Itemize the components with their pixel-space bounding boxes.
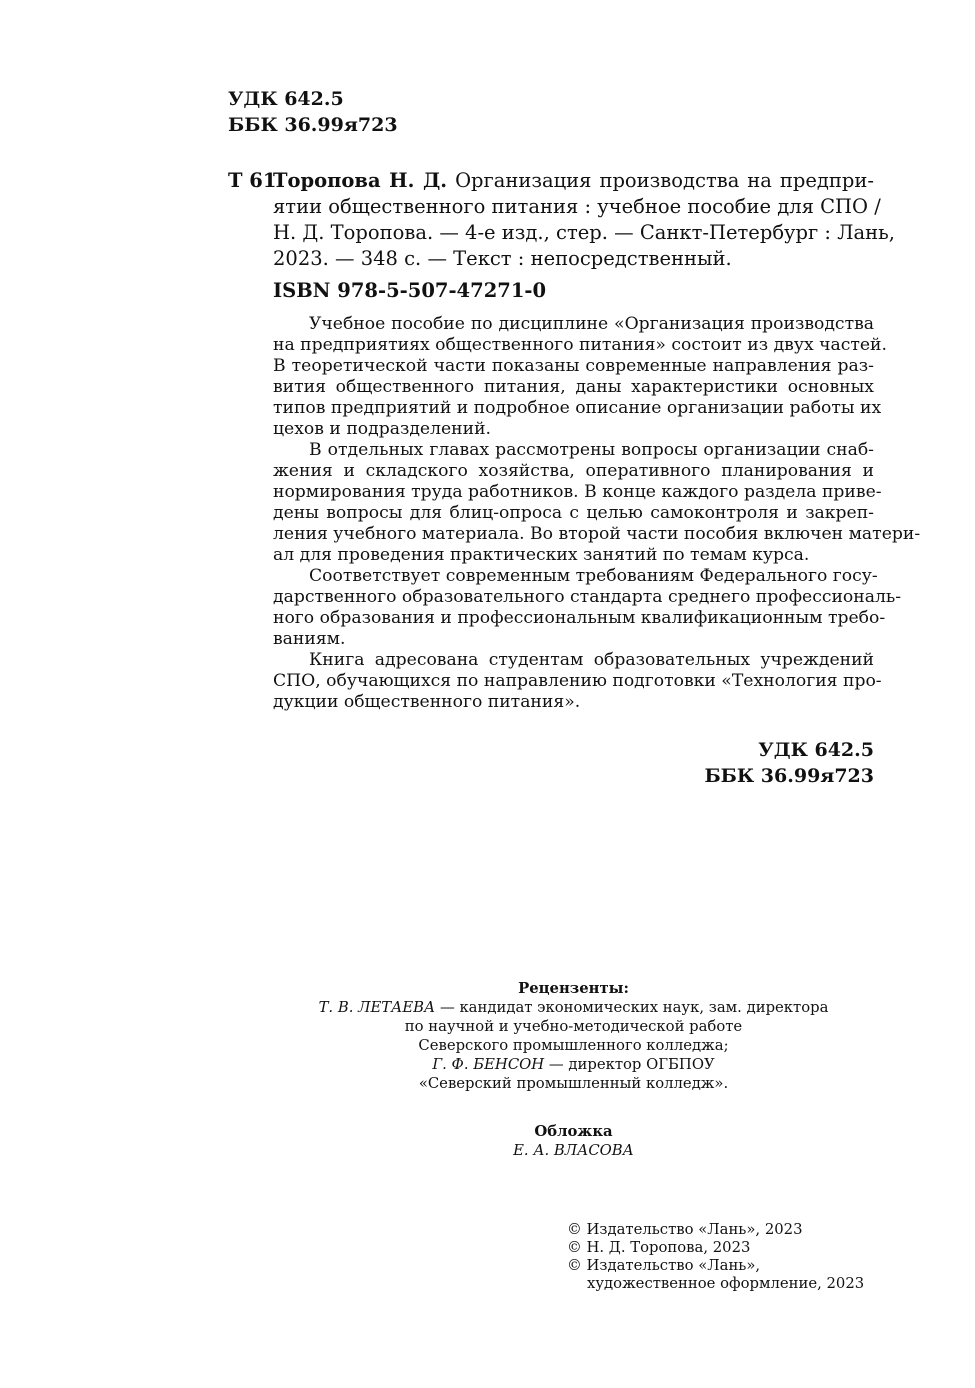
abstract [273, 314, 921, 713]
abstract-p1-line-1: Учебное пособие по дисциплине «Организация производства [309, 314, 874, 334]
copyright-line-3: © Издательство «Лань», [567, 1257, 761, 1274]
reviewers-heading: Рецензенты: [518, 980, 629, 997]
bibliographic-record [273, 168, 895, 272]
abstract-p3-line-3: ного образования и профессиональным квалификационным требо- [273, 608, 886, 628]
author-mark: Т 61 [228, 169, 277, 192]
abstract-p2-line-3: нормирования труда работников. В конце каждого раздела приве- [273, 482, 882, 502]
classification-codes-top [228, 86, 398, 138]
reviewer-1-line-1 [273, 998, 874, 1017]
bbk-code-bottom: ББК 36.99я723 [704, 765, 874, 787]
copyright-line-2: © Н. Д. Торопова, 2023 [567, 1239, 751, 1256]
cover-heading: Обложка [534, 1123, 613, 1140]
abstract-p1-line-2: на предприятиях общественного питания» состоит из двух частей. [273, 335, 887, 355]
reviewer-1-title: — кандидат экономических наук, зам. директора [435, 999, 829, 1016]
classification-codes-bottom [600, 737, 874, 789]
abstract-p3-line-2: дарственного образовательного стандарта среднего профессиональ- [273, 587, 902, 607]
abstract-p1-line-4: вития общественного питания, даны характеристики основных [273, 377, 874, 397]
abstract-p3-line-1: Соответствует современным требованиям Федерального госу- [309, 566, 878, 586]
abstract-p4-line-1: Книга адресована студентам образовательных учреждений [309, 650, 874, 670]
abstract-p3-line-4: ваниям. [273, 629, 346, 649]
reviewer-1-line-3: Северского промышленного колледжа; [418, 1037, 729, 1054]
cover-designer: Е. А. ВЛАСОВА [513, 1142, 634, 1159]
biblio-line-1 [273, 168, 874, 194]
biblio-line-4: 2023. — 348 с. — Текст : непосредственный. [273, 247, 732, 270]
abstract-p1-line-3: В теоретической части показаны современные направления раз- [273, 356, 874, 376]
reviewer-2-title: — директор ОГБПОУ [544, 1056, 715, 1073]
copyright-block [567, 1221, 864, 1293]
bbk-code-top: ББК 36.99я723 [228, 114, 398, 136]
copyright-line-1: © Издательство «Лань», 2023 [567, 1221, 803, 1238]
author-name: Торопова Н. Д. [273, 169, 448, 192]
biblio-line-3: Н. Д. Торопова. — 4-е изд., стер. — Санкт-Петербург : Лань, [273, 221, 895, 244]
reviewer-1-name: Т. В. ЛЕТАЕВА [318, 999, 436, 1016]
reviewer-2-line-1 [273, 1055, 874, 1074]
isbn: ISBN 978-5-507-47271-0 [273, 279, 547, 302]
biblio-line-2: ятии общественного питания : учебное пособие для СПО / [273, 195, 881, 218]
reviewers-block [273, 979, 874, 1093]
abstract-p2-line-5: ления учебного материала. Во второй части пособия включен матери- [273, 524, 921, 544]
udk-code-top: УДК 642.5 [228, 88, 344, 110]
abstract-p4-line-2: СПО, обучающихся по направлению подготовки «Технология про- [273, 671, 882, 691]
abstract-p2-line-2: жения и складского хозяйства, оперативного планирования и [273, 461, 874, 481]
copyright-line-4: художественное оформление, 2023 [587, 1275, 865, 1292]
abstract-p4-line-3: дукции общественного питания». [273, 692, 581, 712]
reviewer-2-name: Г. Ф. БЕНСОН [432, 1056, 545, 1073]
reviewer-2-line-2: «Северский промышленный колледж». [418, 1075, 729, 1092]
abstract-p2-line-4: дены вопросы для блиц-опроса с целью самоконтроля и закреп- [273, 503, 874, 523]
abstract-p2-line-1: В отдельных главах рассмотрены вопросы организации снаб- [309, 440, 874, 460]
abstract-p1-line-6: цехов и подразделений. [273, 419, 492, 439]
reviewer-1-line-2: по научной и учебно-методической работе [404, 1018, 743, 1035]
cover-credit [273, 1122, 874, 1160]
abstract-p1-line-5: типов предприятий и подробное описание организации работы их [273, 398, 882, 418]
abstract-p2-line-6: ал для проведения практических занятий по темам курса. [273, 545, 810, 565]
udk-code-bottom: УДК 642.5 [758, 739, 874, 761]
biblio-title-start: Организация производства на предпри- [447, 169, 874, 192]
